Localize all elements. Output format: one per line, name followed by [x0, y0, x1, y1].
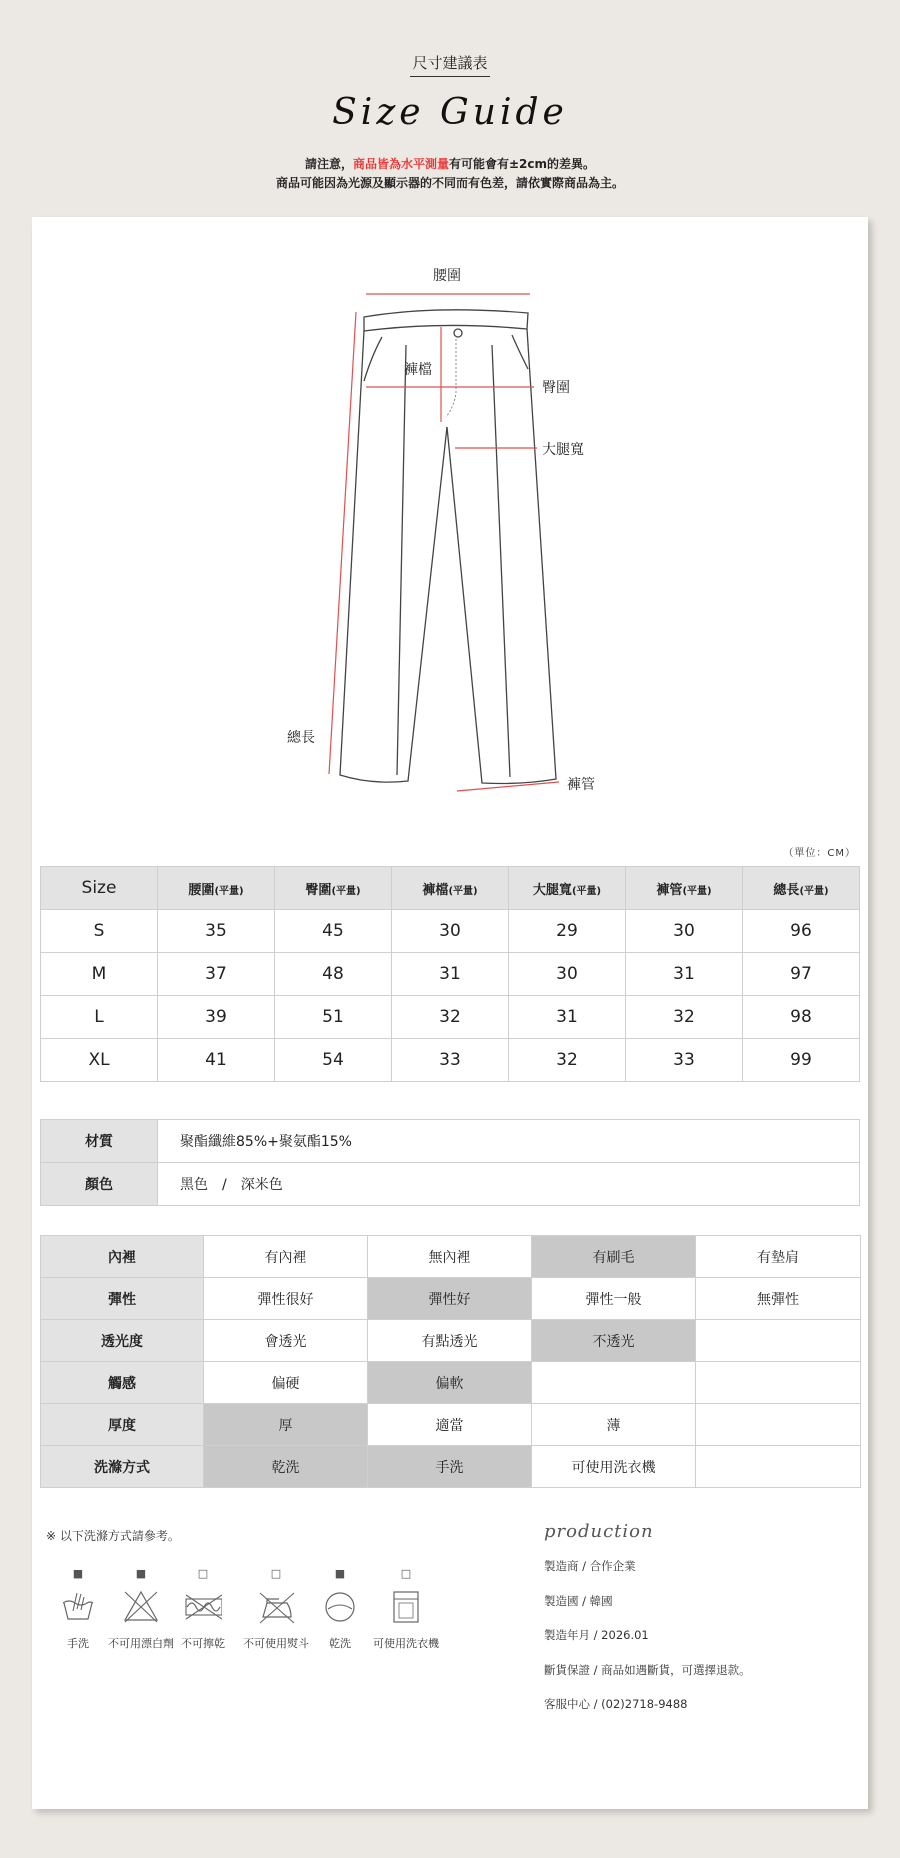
size-table-header-cell: 總長(平量): [743, 867, 860, 910]
size-table-cell: 98: [743, 996, 860, 1039]
property-key: 觸感: [41, 1362, 204, 1404]
size-table-cell: 33: [626, 1039, 743, 1082]
property-key: 厚度: [41, 1404, 204, 1446]
notice-pre: 請注意，: [304, 157, 353, 171]
property-option: 有點透光: [368, 1320, 532, 1362]
size-table-header-cell: Size: [41, 867, 158, 910]
wash-item: [101, 1565, 181, 1651]
size-table-cell: 41: [158, 1039, 275, 1082]
size-table-cell: 96: [743, 910, 860, 953]
size-table-row: [41, 953, 860, 996]
production-line: 客服中心 / (02)2718-9488: [544, 1697, 688, 1711]
header-unit: (平量): [799, 885, 829, 897]
wash-item: [308, 1565, 372, 1651]
size-table-row: [41, 996, 860, 1039]
size-table-cell: 32: [509, 1039, 626, 1082]
unchecked-mark: □: [197, 1567, 209, 1580]
notice-line-2: 商品可能因為光源及顯示器的不同而有色差，請依實際商品為主。: [275, 176, 624, 190]
washing-machine-icon: [366, 1589, 446, 1629]
no-bleach-icon: [101, 1589, 181, 1629]
property-option-selected: 彈性好: [368, 1278, 532, 1320]
property-option: 無內裡: [368, 1236, 532, 1278]
checked-mark: ■: [135, 1567, 147, 1580]
size-table-cell: 29: [509, 910, 626, 953]
property-option: 彈性很好: [204, 1278, 368, 1320]
measurement-notice: [0, 155, 900, 193]
property-key: 洗滌方式: [41, 1446, 204, 1488]
property-row: [41, 1362, 861, 1404]
size-table-cell: XL: [41, 1039, 158, 1082]
property-option: 會透光: [204, 1320, 368, 1362]
waist-label: 腰圍: [433, 268, 461, 284]
pants-right-leg: [447, 329, 556, 784]
property-row: [41, 1404, 861, 1446]
property-option: 可使用洗衣機: [532, 1446, 696, 1488]
property-option: 適當: [368, 1404, 532, 1446]
dry-clean-icon: [308, 1589, 372, 1629]
header-unit: (平量): [214, 885, 244, 897]
page-kicker: [0, 52, 900, 77]
material-value: 聚酯纖維85%+聚氨酯15%: [158, 1120, 860, 1163]
size-table-header-cell: 大腿寬(平量): [509, 867, 626, 910]
size-table-row: [41, 910, 860, 953]
property-option: [696, 1404, 861, 1446]
production-line: 製造年月 / 2026.01: [544, 1628, 649, 1642]
no-wring-icon: [171, 1589, 235, 1629]
header-unit: (平量): [448, 885, 478, 897]
length-label: 總長: [287, 730, 315, 746]
property-option: [696, 1446, 861, 1488]
property-row: [41, 1278, 861, 1320]
size-table-header-cell: 褲檔(平量): [392, 867, 509, 910]
pants-right-crease: [492, 345, 510, 777]
checked-mark: ■: [334, 1567, 346, 1580]
size-table-cell: S: [41, 910, 158, 953]
material-row: [41, 1163, 860, 1206]
checked-mark: ■: [72, 1567, 84, 1580]
pants-button: [454, 329, 462, 337]
notice-post: 有可能會有±2cm的差異。: [449, 157, 596, 171]
material-row: [41, 1120, 860, 1163]
size-table-cell: 31: [509, 996, 626, 1039]
size-table: [40, 866, 860, 1082]
size-table-header-cell: 臀圍(平量): [275, 867, 392, 910]
wash-item: [171, 1565, 235, 1651]
size-table-cell: 32: [392, 996, 509, 1039]
production-line: 斷貨保證 / 商品如遇斷貨，可選擇退款。: [544, 1662, 751, 1677]
property-row: [41, 1320, 861, 1362]
production-title: production: [544, 1521, 654, 1542]
size-table-cell: 37: [158, 953, 275, 996]
material-key: 顏色: [41, 1163, 158, 1206]
rise-label: 褲檔: [404, 362, 432, 378]
property-option: [696, 1320, 861, 1362]
unit-note: （單位：CM）: [783, 848, 856, 859]
size-table-cell: 31: [626, 953, 743, 996]
size-table-header-cell: 腰圍(平量): [158, 867, 275, 910]
wash-item-label: 可使用洗衣機: [373, 1637, 439, 1650]
size-table-cell: 30: [392, 910, 509, 953]
wash-note: ※ 以下洗滌方式請參考。: [46, 1529, 180, 1543]
wash-item: [236, 1565, 316, 1651]
property-option-selected: 不透光: [532, 1320, 696, 1362]
notice-line-1: [0, 155, 900, 174]
wash-item-label: 手洗: [67, 1637, 89, 1650]
property-option-selected: 有刷毛: [532, 1236, 696, 1278]
property-option: 有墊肩: [696, 1236, 861, 1278]
property-option-selected: 手洗: [368, 1446, 532, 1488]
size-table-cell: 39: [158, 996, 275, 1039]
property-key: 內裡: [41, 1236, 204, 1278]
property-key: 透光度: [41, 1320, 204, 1362]
pants-waistband: [364, 310, 528, 331]
size-table-cell: 54: [275, 1039, 392, 1082]
wash-guide: [46, 1527, 466, 1727]
header-unit: (平量): [571, 885, 602, 897]
size-table-cell: L: [41, 996, 158, 1039]
size-table-cell: 48: [275, 953, 392, 996]
pants-left-pocket: [364, 337, 382, 381]
size-table-header-row: [41, 867, 860, 910]
size-table-cell: 33: [392, 1039, 509, 1082]
property-option: 彈性一般: [532, 1278, 696, 1320]
size-table-cell: 97: [743, 953, 860, 996]
size-table-cell: 30: [509, 953, 626, 996]
pants-fly: [446, 339, 456, 417]
unchecked-mark: □: [270, 1567, 282, 1580]
pants-left-crease: [397, 345, 406, 775]
thigh-label: 大腿寬: [542, 442, 584, 458]
hem-label: 褲管: [567, 777, 595, 793]
properties-table: [40, 1235, 861, 1488]
size-table-header-cell: 褲管(平量): [626, 867, 743, 910]
size-table-cell: M: [41, 953, 158, 996]
header-unit: (平量): [331, 885, 361, 897]
size-table-cell: 35: [158, 910, 275, 953]
wash-item: [366, 1565, 446, 1651]
property-option-selected: 乾洗: [204, 1446, 368, 1488]
property-option: 偏硬: [204, 1362, 368, 1404]
pants-left-leg: [340, 331, 447, 782]
wash-item-label: 不可擰乾: [181, 1637, 225, 1650]
property-row: [41, 1236, 861, 1278]
page-title: Size Guide: [332, 92, 568, 133]
wash-item-label: 不可用漂白劑: [108, 1637, 174, 1650]
property-option: [532, 1362, 696, 1404]
size-guide-card: [32, 217, 868, 1809]
property-option: [696, 1362, 861, 1404]
size-table-row: [41, 1039, 860, 1082]
property-option: 有內裡: [204, 1236, 368, 1278]
production-line: 製造國 / 韓國: [544, 1593, 613, 1608]
property-option-selected: 偏軟: [368, 1362, 532, 1404]
kicker-text: 尺寸建議表: [410, 52, 489, 77]
size-table-cell: 32: [626, 996, 743, 1039]
property-option: 薄: [532, 1404, 696, 1446]
size-table-cell: 45: [275, 910, 392, 953]
production-line: 製造商 / 合作企業: [544, 1559, 636, 1573]
material-table: [40, 1119, 860, 1206]
size-table-cell: 99: [743, 1039, 860, 1082]
property-option-selected: 厚: [204, 1404, 368, 1446]
production-info: [544, 1521, 844, 1722]
pants-measurement-diagram: [32, 217, 868, 837]
no-iron-icon: [236, 1589, 316, 1629]
wash-item-label: 不可使用熨斗: [243, 1637, 309, 1650]
material-value: 黑色 / 深米色: [158, 1163, 860, 1206]
size-table-body: [41, 910, 860, 1082]
hip-label: 臀圍: [542, 380, 570, 396]
material-key: 材質: [41, 1120, 158, 1163]
pants-right-pocket: [512, 335, 528, 369]
size-table-cell: 31: [392, 953, 509, 996]
size-table-cell: 51: [275, 996, 392, 1039]
notice-highlight: 商品皆為水平測量: [352, 157, 449, 171]
wash-item-label: 乾洗: [329, 1637, 351, 1650]
size-table-cell: 30: [626, 910, 743, 953]
property-row: [41, 1446, 861, 1488]
unchecked-mark: □: [400, 1567, 412, 1580]
property-option: 無彈性: [696, 1278, 861, 1320]
header-unit: (平量): [682, 885, 712, 897]
property-key: 彈性: [41, 1278, 204, 1320]
